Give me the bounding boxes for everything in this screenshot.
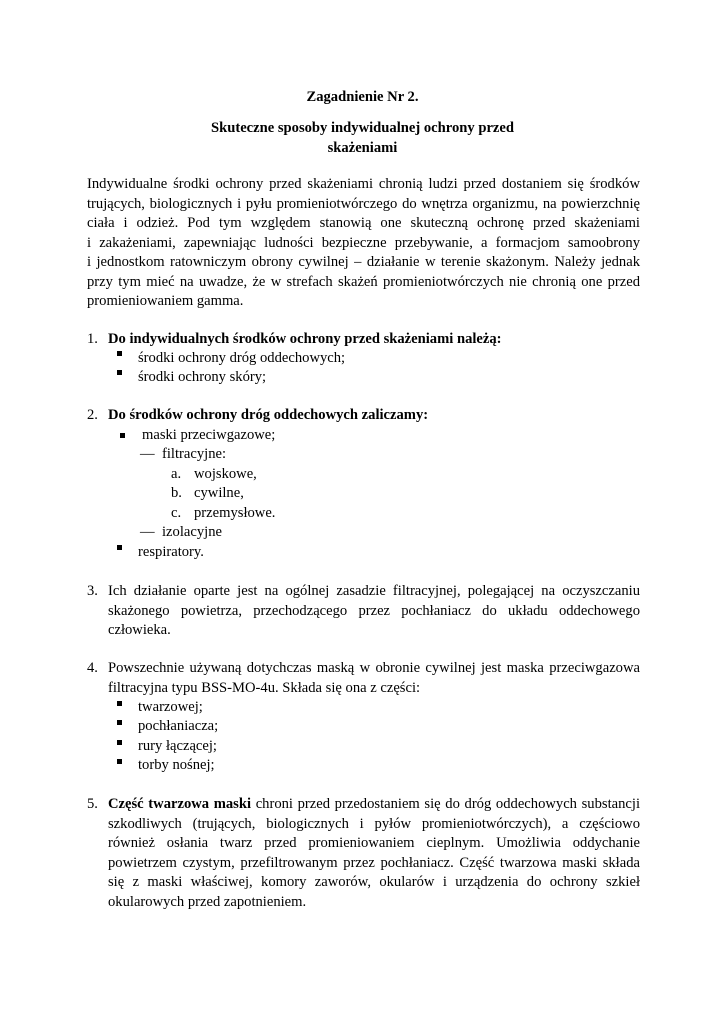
paragraph-line: szkodliwych (trujących, biologicznych i pyłów promieniotwórczych), a częściowo bbox=[108, 815, 640, 832]
intro-line: przy tym mieć na uwadze, że w strefach skażeń promieniotwórczych nie chronią one przed bbox=[87, 273, 640, 290]
paragraph-line: skażonego powietrza, przechodzącego przez pochłaniacz do układu oddechowego bbox=[108, 602, 640, 619]
paragraph-line bbox=[108, 795, 640, 815]
list-letter: b. bbox=[171, 485, 182, 501]
section-number: 5. bbox=[87, 796, 98, 812]
bullet-icon bbox=[117, 740, 122, 745]
list-item: respiratory. bbox=[138, 544, 204, 560]
intro-line: trujących, biologicznych i pyłu promieniotwórczego do wnętrza organizmu, na powierzchnię bbox=[87, 195, 640, 212]
list-item: izolacyjne bbox=[162, 524, 222, 540]
section-number: 4. bbox=[87, 660, 98, 676]
page-title: Zagadnienie Nr 2. bbox=[306, 89, 419, 105]
dash-marker: — bbox=[140, 446, 155, 462]
list-item: cywilne, bbox=[194, 485, 244, 501]
paragraph-line: się z maski właściwej, komory zaworów, okularów i urządzenia do ochrony szkieł bbox=[108, 874, 640, 890]
intro-line: Indywidualne środki ochrony przed skażeniami chronią ludzi przed dostaniem się środków bbox=[87, 176, 640, 192]
list-item: twarzowej; bbox=[138, 699, 203, 715]
intro-line: promieniowaniem gamma. bbox=[87, 293, 244, 309]
list-item: środki ochrony skóry; bbox=[138, 369, 267, 385]
bullet-icon bbox=[120, 433, 125, 438]
list-item: pochłaniacza; bbox=[138, 718, 219, 734]
section-paragraph bbox=[108, 659, 640, 698]
intro-line: i zakażeniami, zapewniając ludności bezpieczne przebywanie, a formacjom samoobrony bbox=[87, 234, 640, 251]
bullet-icon bbox=[117, 720, 122, 725]
list-letter: a. bbox=[171, 466, 182, 482]
bold-phrase: Część twarzowa maski bbox=[108, 796, 252, 812]
paragraph-line: powietrzem czystym, przefiltrowanym przez pochłaniacz. Część twarzowa maski składa bbox=[108, 854, 640, 871]
bullet-icon bbox=[117, 759, 122, 764]
section-heading: Do indywidualnych środków ochrony przed skażeniami należą: bbox=[108, 331, 502, 347]
paragraph-line: filtracyjna typu BSS-MO-4u. Składa się ona z części: bbox=[108, 679, 421, 696]
section-number: 1. bbox=[87, 331, 98, 347]
line-rest: chroni przed przedostaniem się do dróg oddechowych substancji bbox=[251, 796, 640, 812]
intro-paragraph bbox=[87, 175, 640, 312]
list-item: torby nośnej; bbox=[138, 757, 215, 773]
subtitle-line: skażeniami bbox=[327, 139, 398, 156]
list-item: maski przeciwgazowe; bbox=[142, 427, 276, 443]
paragraph-line: człowieka. bbox=[108, 622, 171, 638]
section-number: 3. bbox=[87, 583, 98, 599]
section-paragraph bbox=[108, 582, 640, 641]
paragraph-line: Ich działanie oparte jest na ogólnej zasadzie filtracyjnej, polegającej na oczyszczaniu bbox=[108, 583, 640, 599]
list-item: przemysłowe. bbox=[194, 505, 276, 521]
section-heading: Do środków ochrony dróg oddechowych zaliczamy: bbox=[108, 407, 429, 423]
page-subtitle bbox=[190, 119, 535, 158]
section-paragraph bbox=[108, 795, 640, 912]
list-item: wojskowe, bbox=[194, 466, 257, 482]
list-item: środki ochrony dróg oddechowych; bbox=[138, 350, 346, 366]
subtitle-line: Skuteczne sposoby indywidualnej ochrony przed bbox=[210, 120, 514, 136]
section-number: 2. bbox=[87, 407, 98, 423]
list-item: filtracyjne: bbox=[162, 446, 227, 462]
paragraph-line: również osłania twarz przed promieniowaniem cieplnym. Umożliwia oddychanie bbox=[108, 835, 640, 851]
intro-line: i jednostkom ratowniczym obrony cywilnej – działanie w terenie skażonym. Należy jednak bbox=[87, 254, 640, 270]
bullet-icon bbox=[117, 701, 122, 706]
paragraph-line: Powszechnie używaną dotychczas maską w obronie cywilnej jest maska przeciwgazowa bbox=[108, 660, 640, 676]
intro-line: ciała i odzież. Pod tym względem stanowią one skuteczną ochronę przed skażeniami bbox=[87, 215, 640, 231]
list-letter: c. bbox=[171, 505, 182, 521]
bullet-icon bbox=[117, 545, 122, 550]
bullet-icon bbox=[117, 370, 122, 375]
bullet-icon bbox=[117, 351, 122, 356]
paragraph-line: okularowych przed zapotnieniem. bbox=[108, 893, 307, 910]
list-item: rury łączącej; bbox=[138, 738, 217, 754]
dash-marker: — bbox=[140, 524, 155, 540]
